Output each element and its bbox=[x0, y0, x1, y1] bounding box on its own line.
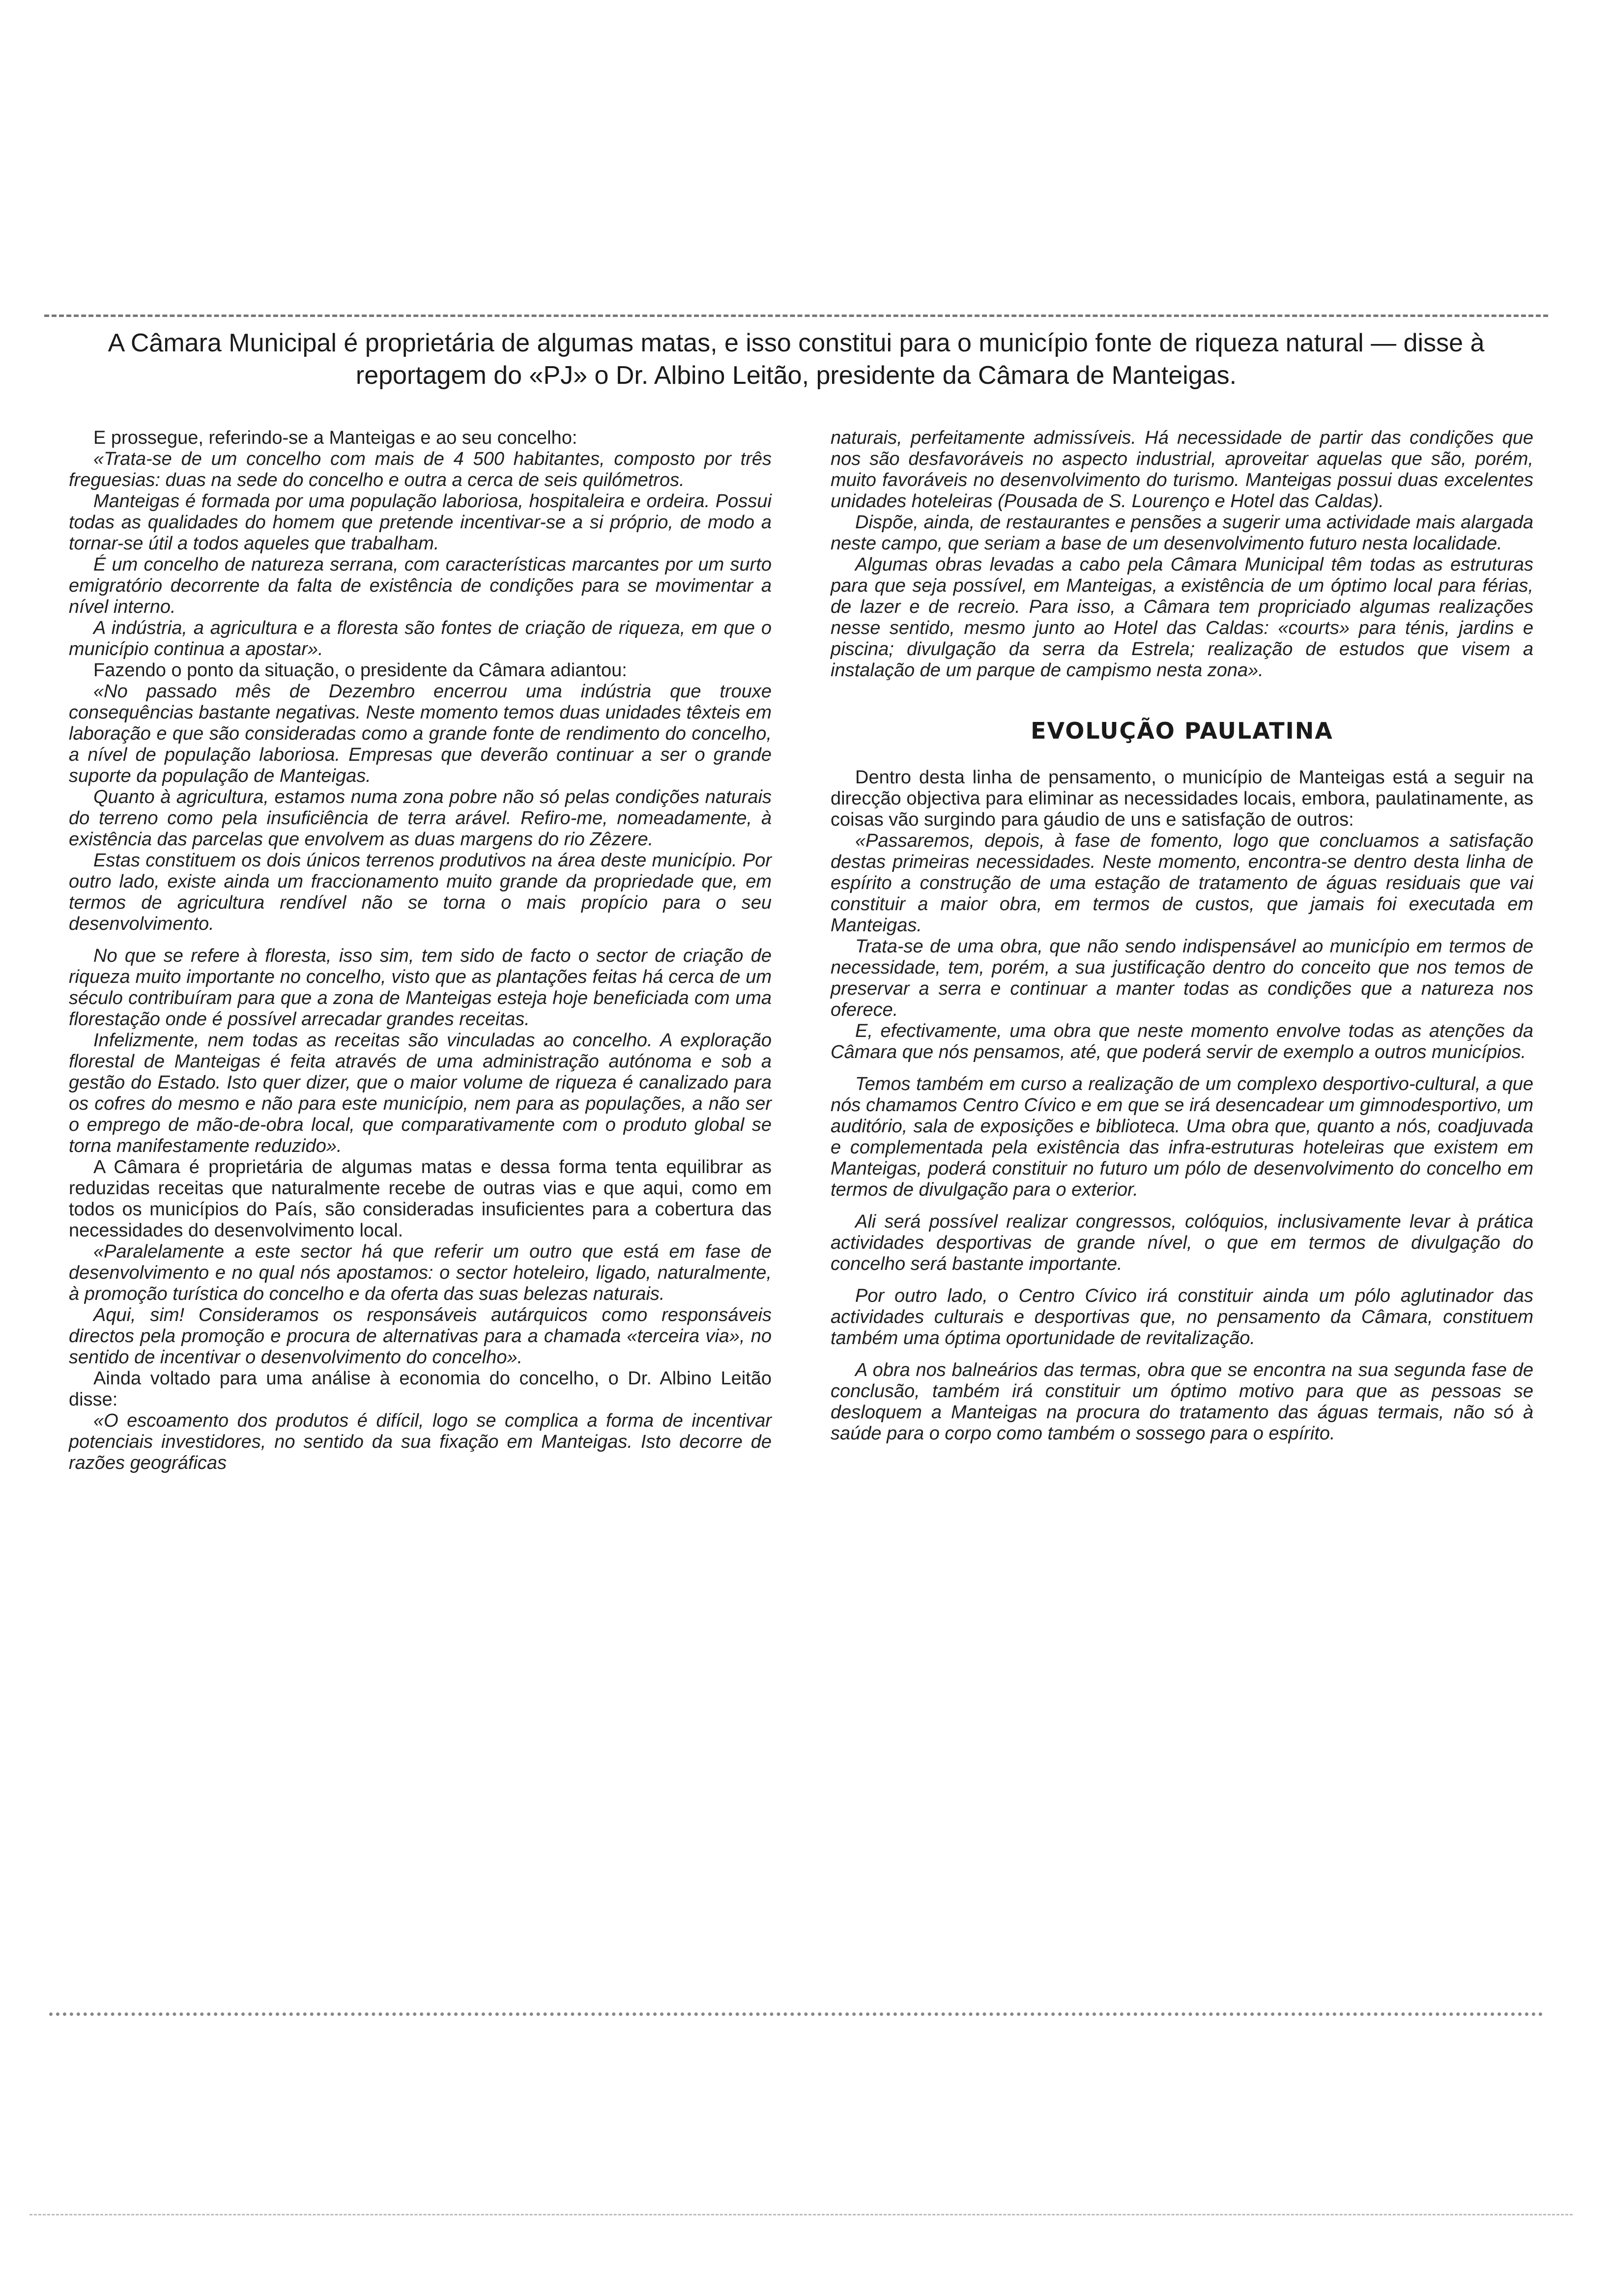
paragraph: naturais, perfeitamente admissíveis. Há necessidade de partir das condições que nos são desfavoráveis no aspecto industrial, aproveitar aquelas que são, porém, muito favoráveis no desenvolvimento do turismo. Manteigas possui duas excelentes unidades hoteleiras (Pousada de S. Lourenço e Hotel das Caldas). bbox=[831, 428, 1533, 512]
paragraph: A obra nos balneários das termas, obra que se encontra na sua segunda fase de conclusão, também irá constituir um óptimo motivo para que as pessoas se desloquem a Manteigas na procura do tratamento das águas termais, não só à saúde para o corpo como também o sossego para o espírito. bbox=[831, 1360, 1533, 1444]
paragraph: A indústria, a agricultura e a floresta são fontes de criação de riqueza, em que o município continua a apostar». bbox=[69, 618, 772, 660]
paragraph: Ali será possível realizar congressos, colóquios, inclusivamente levar à prática actividades desportivas de grande nível, o que em termos de divulgação do concelho será bastante importante. bbox=[831, 1211, 1533, 1274]
paragraph: Estas constituem os dois únicos terrenos produtivos na área deste município. Por outro lado, existe ainda um fraccionamento muito grande da propriedade que, em termos de agricultura rendível não se torna o mais propício para o seu desenvolvimento. bbox=[69, 850, 772, 934]
paragraph: Por outro lado, o Centro Cívico irá constituir ainda um pólo aglutinador das actividades culturais e desportivas que, no pensamento da Câmara, constituem também uma óptima oportunidade de revitalização. bbox=[831, 1286, 1533, 1349]
bottom-divider-rule bbox=[49, 2012, 1543, 2016]
paragraph: No que se refere à floresta, isso sim, tem sido de facto o sector de criação de riqueza muito importante no concelho, visto que as plantações feitas há cerca de um século contribuíram para que a zona de Manteigas esteja hoje beneficiada com uma florestação onde é possível arrecadar grandes receitas. bbox=[69, 946, 772, 1030]
paragraph: Trata-se de uma obra, que não sendo indispensável ao município em termos de necessidade, tem, porém, a sua justificação dentro do conceito que nos temos de preservar a serra e continuar a manter todas as condições que a natureza nos oferece. bbox=[831, 936, 1533, 1020]
paragraph: «Passaremos, depois, à fase de fomento, logo que concluamos a satisfação destas primeiras necessidades. Neste momento, encontra-se dentro desta linha de espírito a construção de uma estação de tratamento de águas residuais que vai constituir a maior obra, em termos de custos, que jamais foi executada em Manteigas. bbox=[831, 831, 1533, 936]
paragraph: Aqui, sim! Consideramos os responsáveis autárquicos como responsáveis directos pela promoção e procura de alternativas para a chamada «terceira via», no sentido de incentivar o desenvolvimento do concelho». bbox=[69, 1305, 772, 1368]
paragraph: «Paralelamente a este sector há que referir um outro que está em fase de desenvolvimento e no qual nós apostamos: o sector hoteleiro, ligado, naturalmente, à promoção turística do concelho e da oferta das suas belezas naturais. bbox=[69, 1241, 772, 1304]
paragraph: Infelizmente, nem todas as receitas são vinculadas ao concelho. A exploração florestal de Manteigas é feita através de uma administração autónoma e sob a gestão do Estado. Isto quer dizer, que o maior volume de riqueza é canalizado para os cofres do mesmo e não para este município, nem para as populações, a não ser o emprego de mão-de-obra local, que comparativamente com o produto global se torna manifestamente reduzido». bbox=[69, 1030, 772, 1156]
section-title: EVOLUÇÃO PAULATINA bbox=[1031, 718, 1333, 744]
top-divider-rule bbox=[44, 315, 1548, 317]
paragraph: «No passado mês de Dezembro encerrou uma indústria que trouxe consequências bastante negativas. Neste momento temos duas unidades têxteis em laboração e que são consideradas como a grande fonte de rendimento do concelho, a nível de população laboriosa. Empresas que deverão continuar a ser o grande suporte da população de Manteigas. bbox=[69, 681, 772, 786]
scan-noise-line bbox=[29, 2214, 1573, 2215]
paragraph: Dispõe, ainda, de restaurantes e pensões a sugerir uma actividade mais alargada neste campo, que seriam a base de um desenvolvimento futuro nesta localidade. bbox=[831, 512, 1533, 554]
paragraph: «O escoamento dos produtos é difícil, logo se complica a forma de incentivar potenciais investidores, no sentido da sua fixação em Manteigas. Isto decorre de razões geográficas bbox=[69, 1410, 772, 1473]
paragraph: A Câmara é proprietária de algumas matas e dessa forma tenta equilibrar as reduzidas receitas que naturalmente recebe de outras vias e que aqui, como em todos os municípios do País, são consideradas insuficientes para a cobertura das necessidades do desenvolvimento local. bbox=[69, 1157, 772, 1241]
paragraph: «Trata-se de um concelho com mais de 4 500 habitantes, composto por três freguesias: duas na sede do concelho e outra a cerca de seis quilómetros. bbox=[69, 449, 772, 490]
right-column bbox=[831, 428, 1533, 2015]
paragraph: Dentro desta linha de pensamento, o município de Manteigas está a seguir na direcção objectiva para eliminar as necessidades locais, embora, paulatinamente, as coisas vão surgindo para gáudio de uns e satisfação de outros: bbox=[831, 767, 1533, 830]
paragraph: E, efectivamente, uma obra que neste momento envolve todas as atenções da Câmara que nós pensamos, até, que poderá servir de exemplo a outros municípios. bbox=[831, 1021, 1533, 1062]
paragraph: Temos também em curso a realização de um complexo desportivo-cultural, a que nós chamamos Centro Cívico e em que se irá desencadear um gimnodesportivo, um auditório, sala de exposições e biblioteca. Uma obra que, quanto a nós, coadjuvada e complementada pela existência das infra-estruturas hoteleiras que existem em Manteigas, poderá constituir no futuro um pólo de desenvolvimento do concelho em termos de divulgação para o exterior. bbox=[831, 1074, 1533, 1200]
paragraph: Quanto à agricultura, estamos numa zona pobre não só pelas condições naturais do terreno como pela insuficiência de terra arável. Refiro-me, nomeadamente, à existência das parcelas que envolvem as duas margens do rio Zêzere. bbox=[69, 787, 772, 850]
paragraph: Manteigas é formada por uma população laboriosa, hospitaleira e ordeira. Possui todas as qualidades do homem que pretende incentivar-se a si próprio, de modo a tornar-se útil a todos aqueles que trabalham. bbox=[69, 491, 772, 554]
paragraph: E prossegue, referindo-se a Manteigas e ao seu concelho: bbox=[93, 428, 577, 448]
paragraph: Algumas obras levadas a cabo pela Câmara Municipal têm todas as estruturas para que seja possível, em Manteigas, a existência de um óptimo local para férias, de lazer e de recreio. Para isso, a Câmara tem propriciado algumas realizações nesse sentido, mesmo junto ao Hotel das Caldas: «courts» para ténis, jardins e piscina; divulgação da serra da Estrela; realização de estudos que visem a instalação de um parque de campismo nesta zona». bbox=[831, 554, 1533, 681]
paragraph: É um concelho de natureza serrana, com características marcantes por um surto emigratório decorrente da falta de existência de condições para se movimentar a nível interno. bbox=[69, 554, 772, 617]
article-headline: A Câmara Municipal é proprietária de algumas matas, e isso constitui para o município fonte de riqueza natural — disse à reportagem do «PJ» o Dr. Albino Leitão, presidente da Câmara de Manteigas. bbox=[108, 329, 1485, 390]
left-column bbox=[69, 428, 772, 2015]
paragraph: Fazendo o ponto da situação, o presidente da Câmara adiantou: bbox=[93, 660, 627, 681]
paragraph: Ainda voltado para uma análise à economia do concelho, o Dr. Albino Leitão disse: bbox=[69, 1368, 772, 1410]
